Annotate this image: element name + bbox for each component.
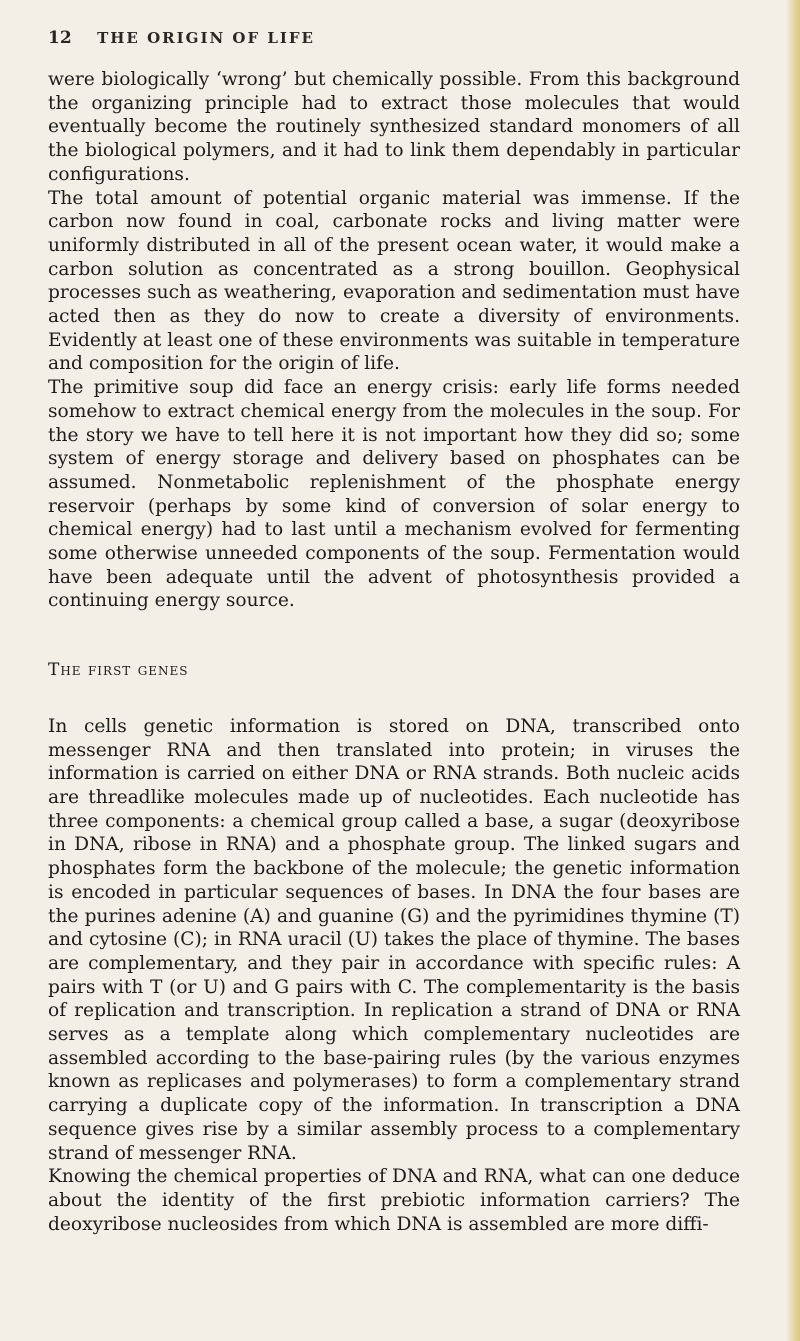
page-number: 12 [48, 28, 72, 48]
paragraph: In cells genetic information is stored on DNA, transcribed onto messenger RNA and then translated into protein; in viruses the information is carried on either DNA or RNA strands. Both nucleic acids are threadlike molecules made up of nucleotides. Each nucleotide has three components: a chemical group called a base, a sugar (deoxyribose in DNA, ribose in RNA) and a phosphate group. The linked sugars and phosphates form the backbone of the molecule; the genetic information is encoded in particular sequences of bases. In DNA the four bases are the purines adenine (A) and guanine (G) and the pyrimidines thymine (T) and cytosine (C); in RNA uracil (U) takes the place of thymine. The bases are complementary, and they pair in accordance with specific rules: A pairs with T (or U) and G pairs with C. The complementarity is the basis of replication and transcription. In replication a strand of DNA or RNA serves as a template along which complementary nucleotides are assembled according to the base-pairing rules (by the various enzymes known as replicases and polymerases) to form a complementary strand carrying a duplicate copy of the information. In transcription a DNA sequence gives rise by a similar assembly process to a complementary strand of messenger RNA. [48, 715, 740, 1164]
paragraph: The total amount of potential organic material was immense. If the carbon now found in coal, carbonate rocks and living matter were uniformly distributed in all of the present ocean water, it would make a carbon solution as concentrated as a strong bouillon. Geophysical processes such as weathering, evaporation and sedimentation must have acted then as they do now to create a diversity of environments. Evidently at least one of these environments was suitable in temperature and composition for the origin of life. [48, 187, 740, 375]
body-text [48, 68, 740, 1236]
running-title: THE ORIGIN OF LIFE [97, 29, 315, 47]
page-edge [786, 0, 800, 1341]
paragraph: Knowing the chemical properties of DNA and RNA, what can one deduce about the identity of the first prebiotic information carriers? The deoxyribose nucleosides from which DNA is assembled are more diffi- [48, 1166, 740, 1235]
paragraph: were biologically ‘wrong’ but chemically possible. From this background the organizing principle had to extract those molecules that would eventually become the routinely synthesized standard monomers of all the biological polymers, and it had to link them dependably in particular configurations. [48, 69, 740, 185]
paragraph: The primitive soup did face an energy crisis: early life forms needed somehow to extract chemical energy from the molecules in the soup. For the story we have to tell here it is not important how they did so; some system of energy storage and delivery based on phosphates can be assumed. Nonmetabolic replenishment of the phosphate energy reservoir (perhaps by some kind of conversion of solar energy to chemical energy) had to last until a mechanism evolved for fermenting some otherwise unneeded components of the soup. Fermentation would have been adequate until the advent of photosynthesis provided a continuing energy source. [48, 377, 740, 612]
running-header [48, 28, 315, 48]
section-heading: The first genes [48, 660, 189, 681]
